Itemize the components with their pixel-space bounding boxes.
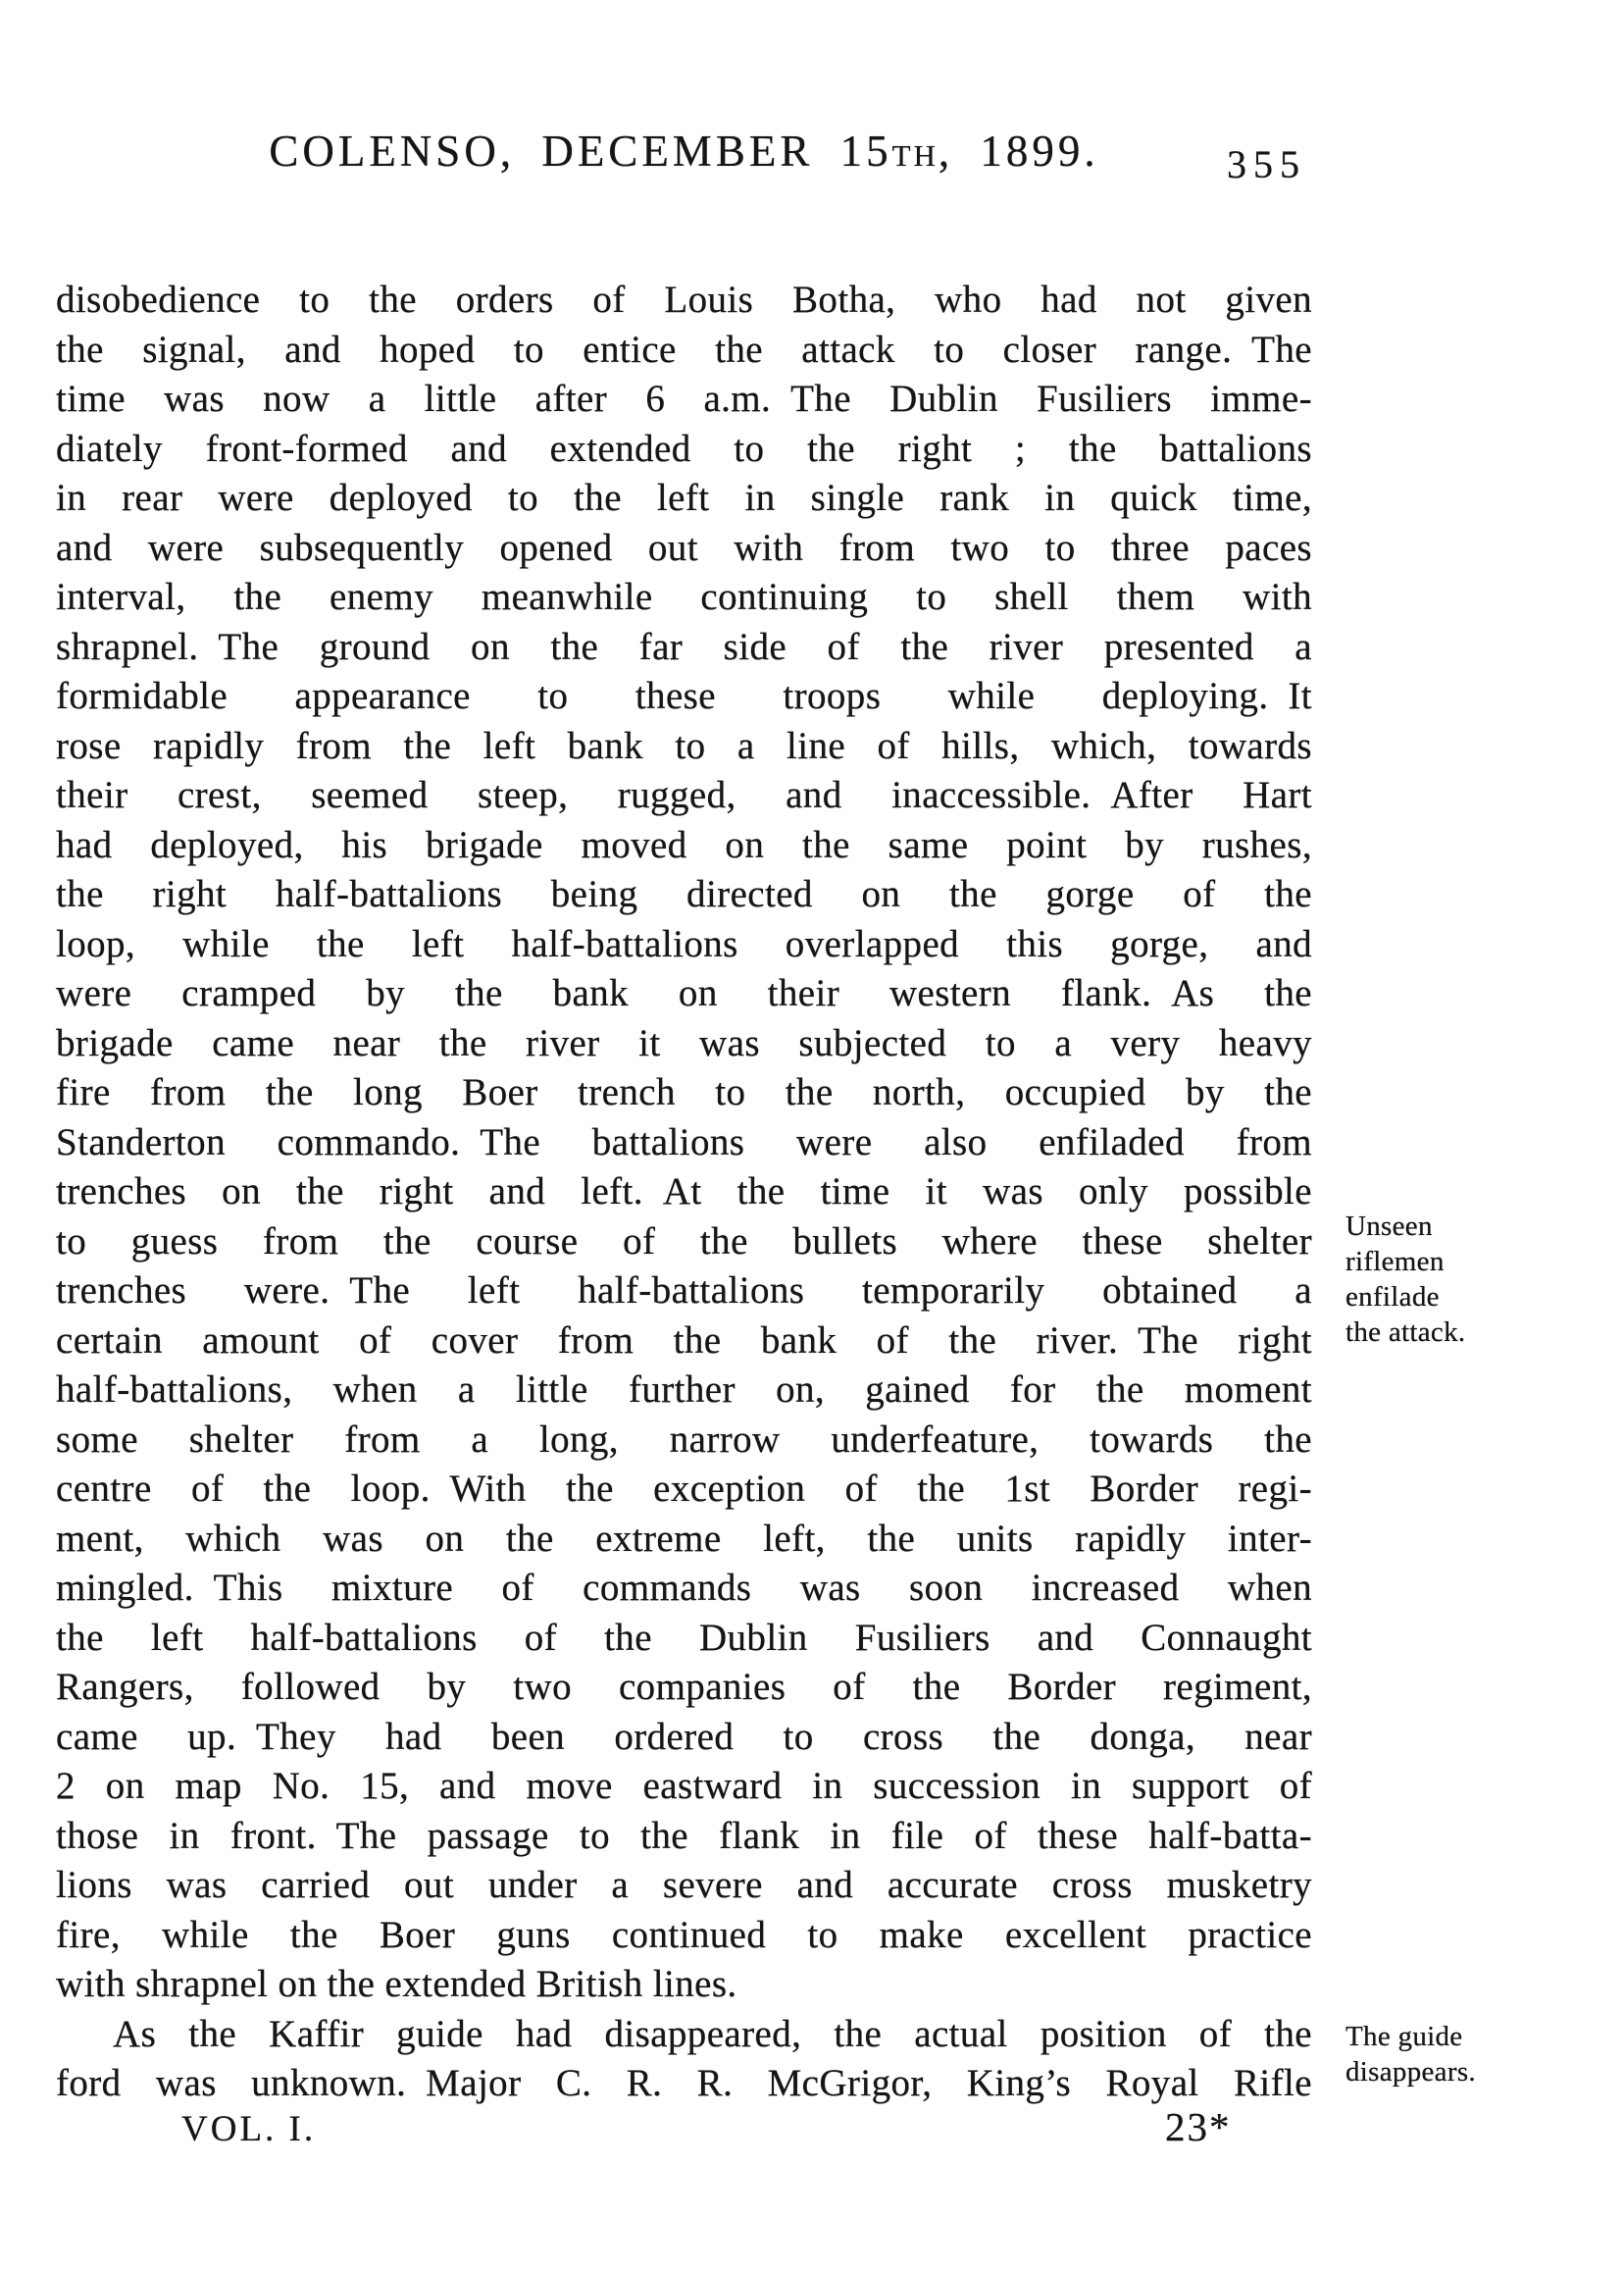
text-line: interval, the enemy meanwhile continuing to shell them with [56, 576, 1312, 618]
text-line: trenches were. The left half-battalions temporarily obtained a [56, 1269, 1312, 1312]
text-line: lions was carried out under a severe and accurate cross musketry [56, 1864, 1312, 1906]
margin-note-line: The guide [1345, 2021, 1463, 2052]
margin-note-line: riflemen [1345, 1246, 1445, 1277]
chapter-title-ordinal: TH [891, 138, 939, 173]
text-line: diately front-formed and extended to the right ; the battalions [56, 427, 1312, 470]
chapter-title [56, 126, 1312, 177]
text-line: shrapnel. The ground on the far side of the river presented a [56, 625, 1312, 668]
text-line: and were subsequently opened out with from two to three paces [56, 526, 1312, 569]
page-number: 355 [1227, 142, 1306, 186]
text-line: the signal, and hoped to entice the attack to closer range. The [56, 328, 1312, 371]
text-line: certain amount of cover from the bank of the river. The right [56, 1318, 1312, 1362]
text-line: the right half-battalions being directed on the gorge of the [56, 873, 1312, 915]
text-line: rose rapidly from the left bank to a line of hills, which, towards [56, 724, 1312, 767]
margin-note-unseen-riflemen [1345, 1209, 1612, 1350]
text-line: trenches on the right and left. At the time it was only possible [56, 1170, 1312, 1212]
margin-note-line: Unseen [1345, 1211, 1433, 1242]
text-line: in rear were deployed to the left in single rank in quick time, [56, 477, 1312, 519]
chapter-title-main: COLENSO, DECEMBER 15 [269, 127, 892, 176]
text-line: loop, while the left half-battalions overlapped this gorge, and [56, 922, 1312, 965]
page-header [56, 126, 1312, 188]
text-line: fire, while the Boer guns continued to make excellent practice [56, 1913, 1312, 1956]
text-line: mingled. This mixture of commands was soon increased when [56, 1567, 1312, 1609]
text-line: the left half-battalions of the Dublin Fusiliers and Connaught [56, 1616, 1312, 1659]
text-line: ford was unknown. Major C. R. R. McGrigor, King’s Royal Rifle [56, 2062, 1312, 2104]
text-line: brigade came near the river it was subjected to a very heavy [56, 1021, 1312, 1064]
text-line: with shrapnel on the extended British lines. [56, 1963, 737, 2005]
text-line: to guess from the course of the bullets where these shelter [56, 1219, 1312, 1263]
text-line: fire from the long Boer trench to the north, occupied by the [56, 1071, 1312, 1113]
margin-note-line: the attack. [1345, 1316, 1466, 1348]
text-line: centre of the loop. With the exception of the 1st Border regi- [56, 1468, 1312, 1510]
text-line: some shelter from a long, narrow underfeature, towards the [56, 1418, 1312, 1461]
text-line: time was now a little after 6 a.m. The Dublin Fusiliers imme- [56, 378, 1312, 420]
volume-label: VOL. I. [181, 2109, 317, 2149]
body-text [56, 276, 1312, 2109]
margin-note-line: disappears. [1345, 2056, 1476, 2088]
text-line: Standerton commando. The battalions were also enfiladed from [56, 1120, 1312, 1163]
chapter-title-date: , 1899. [938, 127, 1099, 176]
text-line: came up. They had been ordered to cross the donga, near [56, 1715, 1312, 1758]
text-line: their crest, seemed steep, rugged, and inaccessible. After Hart [56, 774, 1312, 816]
text-line: those in front. The passage to the flank in file of these half-batta- [56, 1814, 1312, 1857]
margin-note-guide-disappears [1345, 2019, 1612, 2089]
text-line: disobedience to the orders of Louis Botha, who had not given [56, 279, 1312, 321]
text-line: ment, which was on the extreme left, the units rapidly inter- [56, 1517, 1312, 1560]
text-line: Rangers, followed by two companies of the Border regiment, [56, 1666, 1312, 1708]
text-line: had deployed, his brigade moved on the same point by rushes, [56, 823, 1312, 866]
text-line: half-battalions, when a little further on, gained for the moment [56, 1368, 1312, 1411]
text-line: were cramped by the bank on their western flank. As the [56, 972, 1312, 1014]
margin-note-line: enfilade [1345, 1281, 1440, 1313]
text-line: formidable appearance to these troops while deploying. It [56, 675, 1312, 717]
text-line: As the Kaffir guide had disappeared, the actual position of the [113, 2012, 1312, 2055]
signature-mark: 23* [1165, 2104, 1232, 2149]
text-line: 2 on map No. 15, and move eastward in succession in support of [56, 1765, 1312, 1807]
